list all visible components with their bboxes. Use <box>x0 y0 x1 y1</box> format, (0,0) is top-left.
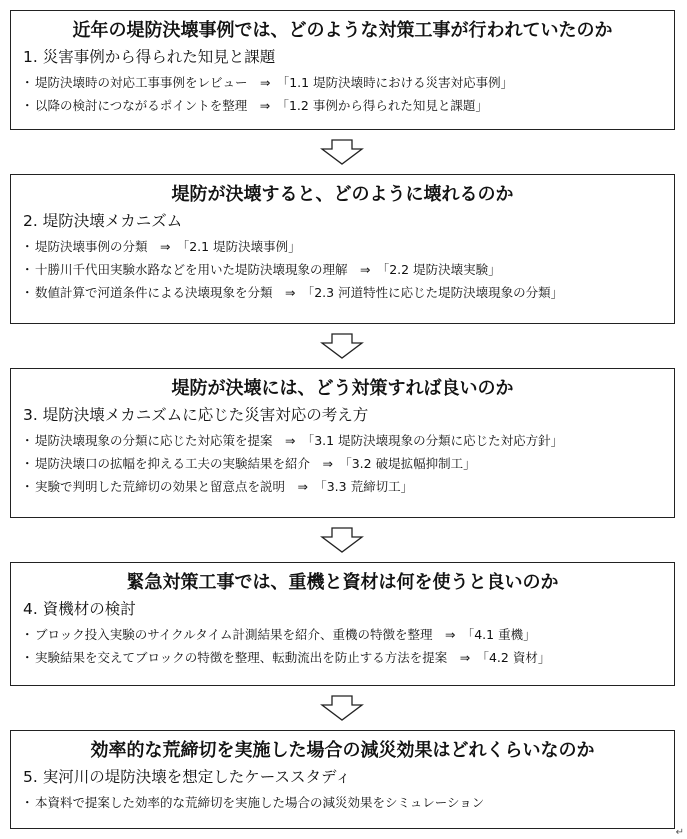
section-3-item-2 <box>21 452 664 475</box>
bullet: ・ <box>21 456 34 471</box>
item-text: 堤防決壊口の拡幅を抑える工夫の実験結果を紹介 ⇒ 「3.2 破堤拡幅抑制工」 <box>35 456 476 471</box>
section-2-item-2 <box>21 258 664 281</box>
section-4-title: 緊急対策工事では、重機と資材は何を使うと良いのか <box>126 572 559 593</box>
bullet: ・ <box>21 650 34 665</box>
section-5-title: 効率的な荒締切を実施した場合の減災効果はどれくらいなのか <box>90 740 595 761</box>
down-arrow-icon <box>320 333 364 359</box>
section-1-box <box>10 10 675 130</box>
section-2-title: 堤防が決壊すると、どのように壊れるのか <box>171 184 514 205</box>
section-5-box <box>10 730 675 829</box>
bullet: ・ <box>21 795 34 810</box>
section-3-title: 堤防が決壊には、どう対策すれば良いのか <box>171 378 514 399</box>
bullet: ・ <box>21 98 34 113</box>
item-text: 本資料で提案した効率的な荒締切を実施した場合の減災効果をシミュレーション <box>35 795 485 810</box>
section-1-item-2 <box>21 94 664 117</box>
section-4-box <box>10 562 675 686</box>
section-3-item-1 <box>21 429 664 452</box>
bullet: ・ <box>21 239 34 254</box>
down-arrow-icon <box>320 695 364 721</box>
section-4-item-1 <box>21 623 664 646</box>
section-4-item-2 <box>21 646 664 669</box>
item-text: 堤防決壊時の対応工事事例をレビュー ⇒ 「1.1 堤防決壊時における災害対応事例」 <box>35 75 514 90</box>
item-text: 数値計算で河道条件による決壊現象を分類 ⇒ 「2.3 河道特性に応じた堤防決壊現象の分類」 <box>35 285 564 300</box>
down-arrow-icon <box>320 139 364 165</box>
bullet: ・ <box>21 262 34 277</box>
section-1-subtitle: 1. 災害事例から得られた知見と課題 <box>23 48 276 66</box>
section-5-item-1 <box>21 791 664 814</box>
bullet: ・ <box>21 75 34 90</box>
section-1-item-1 <box>21 71 664 94</box>
bullet: ・ <box>21 285 34 300</box>
bullet: ・ <box>21 479 34 494</box>
item-text: ブロック投入実験のサイクルタイム計測結果を紹介、重機の特徴を整理 ⇒ 「4.1 重機」 <box>35 627 536 642</box>
item-text: 実験で判明した荒締切の効果と留意点を説明 ⇒ 「3.3 荒締切工」 <box>35 479 414 494</box>
section-2-item-1 <box>21 235 664 258</box>
down-arrow-icon <box>320 527 364 553</box>
section-1-title: 近年の堤防決壊事例では、どのような対策工事が行われていたのか <box>72 20 613 41</box>
section-3-subtitle: 3. 堤防決壊メカニズムに応じた災害対応の考え方 <box>23 406 369 424</box>
bullet: ・ <box>21 627 34 642</box>
item-text: 実験結果を交えてブロックの特徴を整理、転動流出を防止する方法を提案 ⇒ 「4.2 資材」 <box>35 650 551 665</box>
section-4-subtitle: 4. 資機材の検討 <box>23 600 136 618</box>
item-text: 十勝川千代田実験水路などを用いた堤防決壊現象の理解 ⇒ 「2.2 堤防決壊実験」 <box>35 262 501 277</box>
bullet: ・ <box>21 433 34 448</box>
item-text: 堤防決壊現象の分類に応じた対応策を提案 ⇒ 「3.1 堤防決壊現象の分類に応じた対応方針」 <box>35 433 564 448</box>
item-text: 堤防決壊事例の分類 ⇒ 「2.1 堤防決壊事例」 <box>35 239 301 254</box>
section-2-item-3 <box>21 281 664 304</box>
section-2-subtitle: 2. 堤防決壊メカニズム <box>23 212 183 230</box>
section-2-box <box>10 174 675 324</box>
item-text: 以降の検討につながるポイントを整理 ⇒ 「1.2 事例から得られた知見と課題」 <box>35 98 488 113</box>
section-3-box <box>10 368 675 518</box>
section-5-subtitle: 5. 実河川の堤防決壊を想定したケーススタディ <box>23 768 351 786</box>
section-3-item-3 <box>21 475 664 498</box>
paragraph-return-mark: ↵ <box>675 827 684 838</box>
